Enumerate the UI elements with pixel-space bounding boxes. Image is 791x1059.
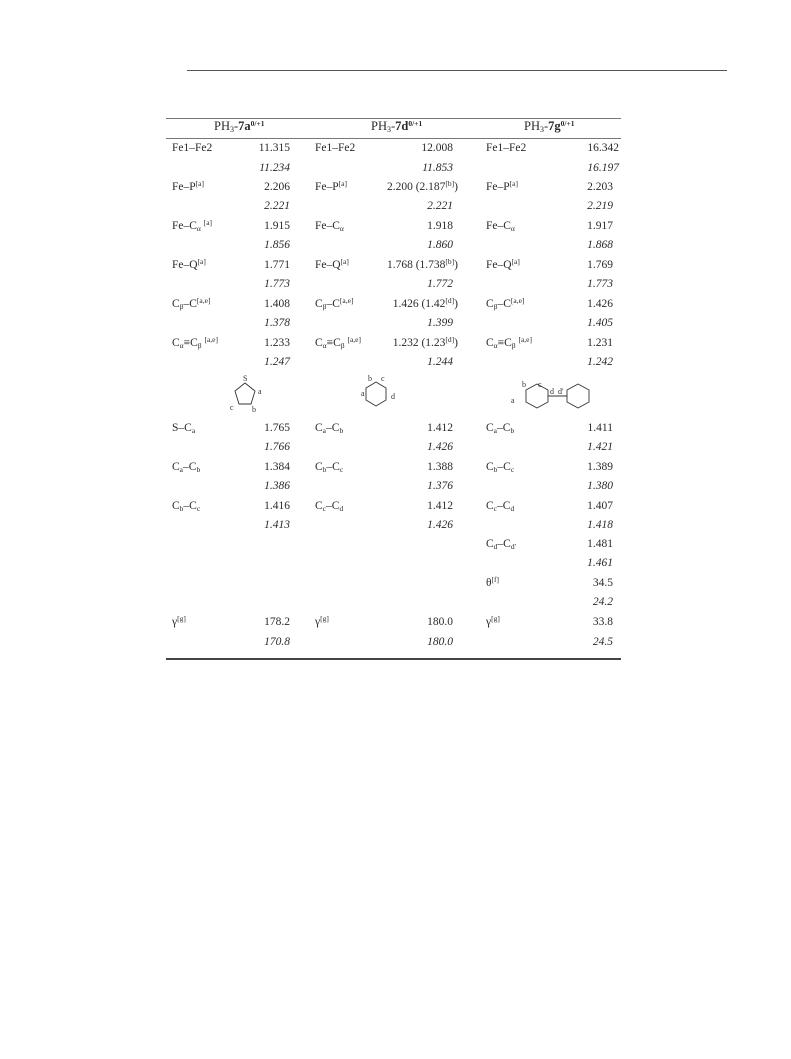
- label-calpha-cbeta: $C_\alpha\equiv C_\beta$ [a,e]: [172, 335, 219, 350]
- value-7g-fe-q-calc: 1.773: [587, 278, 613, 290]
- value-7g-cc-cd-calc: 1.418: [587, 519, 613, 531]
- value-7a-gamma-calc: 170.8: [264, 636, 290, 648]
- value-7d-calpha-cbeta: 1.232 (1.23[d]): [392, 335, 458, 349]
- atom-label-c: c: [230, 403, 234, 412]
- label-cbeta-c: $C_\beta-C[a,e]$: [486, 296, 525, 311]
- value-7g-fe-p: 2.203: [587, 181, 613, 193]
- value-7a-s-ca: 1.765: [264, 422, 290, 434]
- value-7a-cb-cc-calc: 1.413: [264, 519, 290, 531]
- label-gamma: γ[g]: [172, 614, 186, 628]
- value-7a-fe-p: 2.206: [264, 181, 290, 193]
- page-header-rule: [187, 70, 727, 71]
- value-7g-cc-cd: 1.407: [587, 500, 613, 512]
- value-7g-fe-c: 1.917: [587, 220, 613, 232]
- label-s-calpha: $S-C_a$: [172, 422, 196, 435]
- atom-label-a: a: [258, 387, 262, 396]
- value-7d-fe-c: 1.918: [427, 220, 453, 232]
- label-fe-p: Fe–P[a]: [315, 179, 347, 193]
- label-fe-c-alpha: $Fe-C_\alpha$ [a]: [172, 218, 213, 233]
- label-cbeta-c: $C_\beta-C[a,e]$: [315, 296, 354, 311]
- label-calpha-cbeta: $C_\alpha\equiv C_\beta$ [a,e]: [486, 335, 533, 350]
- value-7g-cd-cdprime-calc: 1.461: [587, 557, 613, 569]
- value-7d-fe-q: 1.768 (1.738[b]): [386, 257, 458, 271]
- label-cc-cd: $C_c-C_d$: [315, 500, 344, 513]
- value-7a-fe-p-calc: 2.221: [264, 200, 290, 212]
- thiophene-ring-icon: [221, 374, 271, 416]
- value-7d-cc-cd: 1.412: [427, 500, 453, 512]
- label-ca-cb: $C_a-C_b$: [315, 422, 344, 435]
- value-7a-gamma: 178.2: [264, 616, 290, 628]
- label-fe1-fe2: Fe1–Fe2: [315, 142, 356, 154]
- label-gamma: γ[g]: [486, 614, 500, 628]
- atom-label-a: a: [361, 389, 365, 398]
- atom-label-d-prime: d': [558, 387, 564, 396]
- value-7a-cbeta-c: 1.408: [264, 298, 290, 310]
- label-fe1-fe2: Fe1–Fe2: [486, 142, 527, 154]
- value-7d-gamma: 180.0: [427, 616, 453, 628]
- value-7g-theta-calc: 24.2: [592, 596, 613, 608]
- value-7d-fe1-fe2-calc: 11.853: [422, 162, 453, 174]
- value-7a-calpha-cbeta-calc: 1.247: [264, 356, 290, 368]
- value-7g-fe-p-calc: 2.219: [587, 200, 613, 212]
- value-7d-fe-p: 2.200 (2.187[b]): [386, 179, 458, 193]
- bond-length-table: [166, 118, 621, 660]
- value-7g-calpha-cbeta-calc: 1.242: [587, 356, 613, 368]
- column-header-7a: $PH_3-7a^{0/+1}$: [214, 119, 265, 134]
- value-7g-gamma-calc: 24.5: [592, 636, 613, 648]
- atom-label-s: S: [243, 374, 248, 383]
- label-cb-cc: $C_b-C_c$: [172, 500, 201, 513]
- value-7g-cbeta-c-calc: 1.405: [587, 317, 613, 329]
- value-7g-cbeta-c: 1.426: [587, 298, 613, 310]
- label-cb-cc: $C_b-C_c$: [486, 461, 515, 474]
- label-ca-cb: $C_a-C_b$: [172, 461, 201, 474]
- value-7d-ca-cb: 1.412: [427, 422, 453, 434]
- label-cc-cd: $C_c-C_d$: [486, 500, 515, 513]
- value-7g-ca-cb: 1.411: [587, 422, 613, 434]
- atom-label-b: b: [368, 374, 372, 383]
- atom-label-b: b: [252, 405, 256, 414]
- label-cb-cc: $C_b-C_c$: [315, 461, 344, 474]
- value-7g-gamma: 33.8: [592, 616, 613, 628]
- value-7a-ca-cb: 1.384: [264, 461, 290, 473]
- label-theta: θ[f]: [486, 575, 500, 589]
- value-7g-fe-c-calc: 1.868: [587, 239, 613, 251]
- value-7g-fe1-fe2-calc: 16.197: [587, 162, 619, 174]
- atom-label-c: c: [538, 380, 542, 389]
- value-7a-fe-q: 1.771: [264, 259, 290, 271]
- value-7d-fe-q-calc: 1.772: [427, 278, 453, 290]
- label-fe-c-alpha: $Fe-C_\alpha$: [486, 220, 515, 233]
- value-7g-cb-cc-calc: 1.380: [587, 480, 613, 492]
- biphenyl-rings-icon: [506, 378, 610, 412]
- label-fe-c-alpha: $Fe-C_\alpha$: [315, 220, 344, 233]
- value-7g-theta: 34.5: [592, 577, 613, 589]
- value-7g-ca-cb-calc: 1.421: [587, 441, 613, 453]
- benzene-ring-icon: [346, 370, 406, 422]
- value-7d-fe-c-calc: 1.860: [427, 239, 453, 251]
- label-cd-cdprime: $C_d-C_{d'}$: [486, 538, 516, 551]
- label-fe-p: Fe–P[a]: [172, 179, 204, 193]
- value-7a-cb-cc: 1.416: [264, 500, 290, 512]
- value-7a-s-ca-calc: 1.766: [264, 441, 290, 453]
- value-7d-cb-cc: 1.388: [427, 461, 453, 473]
- value-7a-fe-c: 1.915: [264, 220, 290, 232]
- atom-label-d: d: [391, 392, 395, 401]
- atom-label-a: a: [511, 396, 515, 405]
- column-header-7d: $PH_3-7d^{0/+1}$: [371, 119, 423, 134]
- label-fe-q: Fe–Q[a]: [172, 257, 206, 271]
- value-7d-cb-cc-calc: 1.376: [427, 480, 453, 492]
- label-gamma: γ[g]: [315, 614, 329, 628]
- label-fe-p: Fe–P[a]: [486, 179, 518, 193]
- value-7d-calpha-cbeta-calc: 1.244: [427, 356, 453, 368]
- value-7a-cbeta-c-calc: 1.378: [264, 317, 290, 329]
- label-fe1-fe2: Fe1–Fe2: [172, 142, 213, 154]
- label-ca-cb: $C_a-C_b$: [486, 422, 515, 435]
- value-7d-fe-p-calc: 2.221: [427, 200, 453, 212]
- label-fe-q: Fe–Q[a]: [486, 257, 520, 271]
- value-7a-fe1-fe2-calc: 11.234: [259, 162, 290, 174]
- value-7a-calpha-cbeta: 1.233: [264, 337, 290, 349]
- value-7a-ca-cb-calc: 1.386: [264, 480, 290, 492]
- value-7d-cbeta-c-calc: 1.399: [427, 317, 453, 329]
- value-7d-cbeta-c: 1.426 (1.42[d]): [392, 296, 458, 310]
- value-7d-fe1-fe2: 12.008: [421, 142, 453, 154]
- value-7a-fe-q-calc: 1.773: [264, 278, 290, 290]
- value-7d-gamma-calc: 180.0: [427, 636, 453, 648]
- label-calpha-cbeta: $C_\alpha\equiv C_\beta$ [a,e]: [315, 335, 362, 350]
- atom-label-c: c: [381, 374, 385, 383]
- label-fe-q: Fe–Q[a]: [315, 257, 349, 271]
- atom-label-b: b: [522, 380, 526, 389]
- value-7d-cc-cd-calc: 1.426: [427, 519, 453, 531]
- value-7g-cb-cc: 1.389: [587, 461, 613, 473]
- value-7g-cd-cdprime: 1.481: [587, 538, 613, 550]
- table-bottom-rule: [166, 658, 621, 660]
- label-cbeta-c: $C_\beta-C[a,e]$: [172, 296, 211, 311]
- value-7a-fe1-fe2: 11.315: [258, 142, 290, 154]
- value-7g-fe1-fe2: 16.342: [587, 142, 619, 154]
- value-7a-fe-c-calc: 1.856: [264, 239, 290, 251]
- value-7g-calpha-cbeta: 1.231: [587, 337, 613, 349]
- value-7g-fe-q: 1.769: [587, 259, 613, 271]
- value-7d-ca-cb-calc: 1.426: [427, 441, 453, 453]
- table-header-rule: [166, 138, 621, 139]
- column-header-7g: $PH_3-7g^{0/+1}$: [524, 119, 575, 134]
- atom-label-d: d: [550, 387, 554, 396]
